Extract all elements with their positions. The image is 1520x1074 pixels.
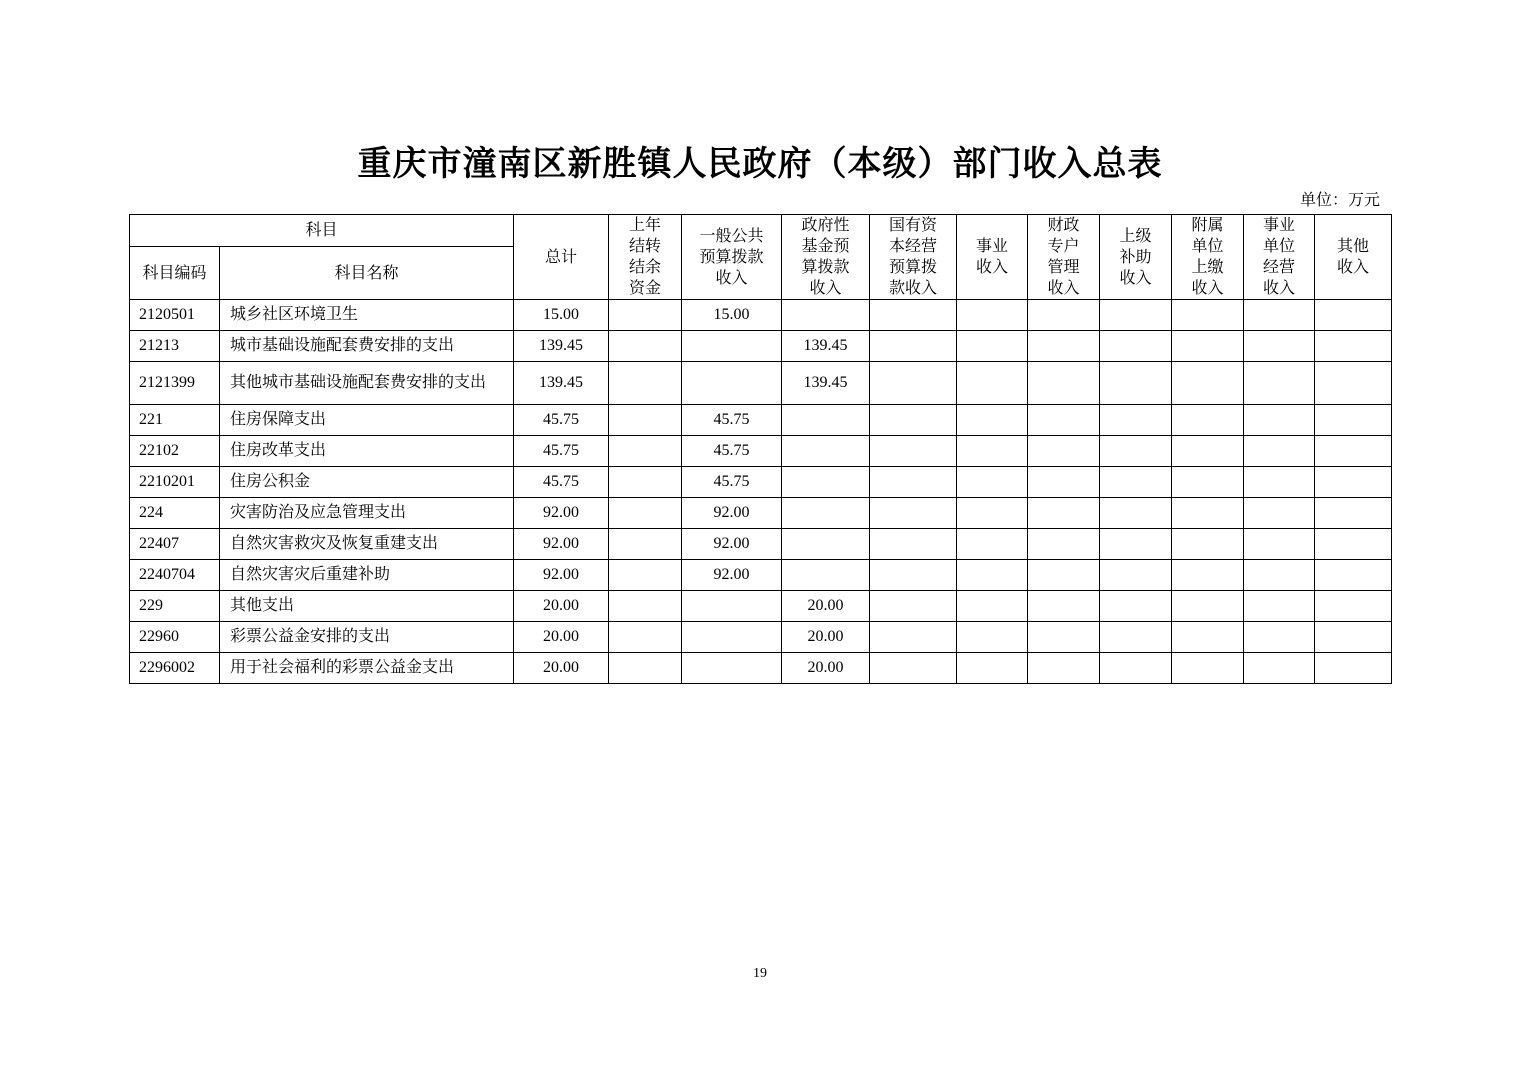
cell-other-income [1315,653,1392,684]
cell-general-public-budget [682,622,782,653]
cell-superior-subsidy [1100,467,1172,498]
header-general-public-budget-text: 一般公共 预算拨款 收入 [699,227,764,287]
table-row [130,529,1392,560]
table-row [130,405,1392,436]
header-gov-fund-budget [782,215,870,300]
cell-state-capital-budget [870,300,957,331]
cell-prev-year-balance [609,622,682,653]
cell-gov-fund-budget [782,405,870,436]
cell-subject-name: 住房改革支出 [220,436,514,467]
cell-superior-subsidy [1100,622,1172,653]
table-row [130,498,1392,529]
header-row [130,215,1392,247]
cell-affiliated-unit-payment [1172,591,1244,622]
cell-superior-subsidy [1100,362,1172,405]
cell-affiliated-unit-payment [1172,653,1244,684]
cell-business-unit-operating [1244,622,1315,653]
cell-gov-fund-budget [782,436,870,467]
cell-subject-name: 彩票公益金安排的支出 [220,622,514,653]
cell-total: 20.00 [514,591,609,622]
cell-other-income [1315,529,1392,560]
cell-affiliated-unit-payment [1172,560,1244,591]
cell-state-capital-budget [870,436,957,467]
cell-prev-year-balance [609,498,682,529]
cell-subject-name: 其他城市基础设施配套费安排的支出 [220,362,514,405]
cell-business-unit-operating [1244,529,1315,560]
cell-business-unit-operating [1244,300,1315,331]
cell-state-capital-budget [870,467,957,498]
cell-fiscal-special-account [1028,300,1100,331]
cell-other-income [1315,498,1392,529]
cell-total: 139.45 [514,331,609,362]
cell-business-unit-operating [1244,331,1315,362]
header-fiscal-special-account-text: 财政 专户 管理 收入 [1047,217,1080,297]
cell-fiscal-special-account [1028,591,1100,622]
cell-state-capital-budget [870,560,957,591]
cell-business-income [957,529,1028,560]
cell-affiliated-unit-payment [1172,622,1244,653]
cell-state-capital-budget [870,591,957,622]
cell-business-income [957,467,1028,498]
cell-total: 20.00 [514,653,609,684]
cell-superior-subsidy [1100,653,1172,684]
cell-general-public-budget [682,362,782,405]
cell-gov-fund-budget: 20.00 [782,653,870,684]
header-business-unit-operating [1244,215,1315,300]
cell-affiliated-unit-payment [1172,529,1244,560]
cell-subject-code: 22102 [130,436,220,467]
cell-subject-code: 2121399 [130,362,220,405]
cell-general-public-budget: 45.75 [682,436,782,467]
cell-fiscal-special-account [1028,498,1100,529]
cell-gov-fund-budget [782,560,870,591]
table-row [130,591,1392,622]
cell-prev-year-balance [609,467,682,498]
header-superior-subsidy [1100,215,1172,300]
cell-prev-year-balance [609,529,682,560]
cell-business-unit-operating [1244,405,1315,436]
cell-subject-code: 2210201 [130,467,220,498]
cell-superior-subsidy [1100,405,1172,436]
cell-general-public-budget: 45.75 [682,405,782,436]
cell-subject-code: 2296002 [130,653,220,684]
cell-other-income [1315,436,1392,467]
cell-subject-name: 住房保障支出 [220,405,514,436]
cell-state-capital-budget [870,362,957,405]
table-row [130,622,1392,653]
cell-total: 20.00 [514,622,609,653]
cell-state-capital-budget [870,498,957,529]
cell-prev-year-balance [609,653,682,684]
header-business-unit-operating-text: 事业 单位 经营 收入 [1263,217,1296,297]
cell-gov-fund-budget [782,529,870,560]
cell-fiscal-special-account [1028,653,1100,684]
cell-superior-subsidy [1100,529,1172,560]
cell-affiliated-unit-payment [1172,331,1244,362]
cell-affiliated-unit-payment [1172,498,1244,529]
cell-business-income [957,498,1028,529]
cell-subject-code: 2120501 [130,300,220,331]
income-summary-table [129,214,1392,684]
cell-total: 92.00 [514,560,609,591]
cell-superior-subsidy [1100,436,1172,467]
cell-subject-code: 229 [130,591,220,622]
cell-prev-year-balance [609,560,682,591]
cell-state-capital-budget [870,622,957,653]
header-subject-group: 科目 [130,215,514,247]
cell-subject-name: 城乡社区环境卫生 [220,300,514,331]
cell-subject-name: 城市基础设施配套费安排的支出 [220,331,514,362]
cell-total: 45.75 [514,467,609,498]
cell-general-public-budget: 92.00 [682,529,782,560]
cell-fiscal-special-account [1028,331,1100,362]
cell-business-income [957,622,1028,653]
header-subject-code: 科目编码 [130,247,220,300]
header-gov-fund-budget-text: 政府性 基金预 算拨款 收入 [801,217,850,297]
cell-state-capital-budget [870,331,957,362]
cell-affiliated-unit-payment [1172,436,1244,467]
header-affiliated-unit-payment [1172,215,1244,300]
cell-subject-name: 住房公积金 [220,467,514,498]
cell-other-income [1315,560,1392,591]
cell-gov-fund-budget: 139.45 [782,362,870,405]
table-row [130,436,1392,467]
cell-other-income [1315,300,1392,331]
cell-business-income [957,436,1028,467]
table-row [130,331,1392,362]
cell-state-capital-budget [870,529,957,560]
cell-superior-subsidy [1100,591,1172,622]
cell-gov-fund-budget [782,498,870,529]
header-general-public-budget [682,215,782,300]
cell-other-income [1315,331,1392,362]
cell-total: 92.00 [514,529,609,560]
cell-subject-code: 224 [130,498,220,529]
header-other-income [1315,215,1392,300]
cell-subject-name: 灾害防治及应急管理支出 [220,498,514,529]
cell-fiscal-special-account [1028,405,1100,436]
cell-superior-subsidy [1100,300,1172,331]
cell-general-public-budget: 92.00 [682,560,782,591]
cell-gov-fund-budget: 139.45 [782,331,870,362]
cell-other-income [1315,405,1392,436]
cell-business-income [957,591,1028,622]
cell-business-unit-operating [1244,653,1315,684]
cell-business-unit-operating [1244,591,1315,622]
cell-total: 92.00 [514,498,609,529]
cell-prev-year-balance [609,591,682,622]
cell-other-income [1315,467,1392,498]
cell-business-unit-operating [1244,498,1315,529]
cell-total: 45.75 [514,405,609,436]
table-row [130,653,1392,684]
page-title: 重庆市潼南区新胜镇人民政府（本级）部门收入总表 [357,144,1163,184]
cell-affiliated-unit-payment [1172,362,1244,405]
cell-business-income [957,653,1028,684]
header-state-capital-budget [870,215,957,300]
cell-prev-year-balance [609,405,682,436]
cell-fiscal-special-account [1028,560,1100,591]
cell-subject-code: 21213 [130,331,220,362]
cell-business-unit-operating [1244,436,1315,467]
cell-superior-subsidy [1100,331,1172,362]
header-superior-subsidy-text: 上级 补助 收入 [1119,227,1152,287]
cell-other-income [1315,591,1392,622]
unit-label: 单位：万元 [1299,190,1380,209]
table-row [130,467,1392,498]
cell-business-unit-operating [1244,560,1315,591]
cell-general-public-budget: 15.00 [682,300,782,331]
cell-general-public-budget: 45.75 [682,467,782,498]
header-prev-year-balance [609,215,682,300]
cell-other-income [1315,622,1392,653]
cell-affiliated-unit-payment [1172,467,1244,498]
header-affiliated-unit-payment-text: 附属 单位 上缴 收入 [1191,217,1224,297]
cell-fiscal-special-account [1028,467,1100,498]
table-row [130,560,1392,591]
cell-superior-subsidy [1100,560,1172,591]
cell-business-income [957,362,1028,405]
cell-general-public-budget [682,331,782,362]
cell-gov-fund-budget: 20.00 [782,622,870,653]
cell-subject-code: 22960 [130,622,220,653]
cell-subject-code: 221 [130,405,220,436]
cell-subject-name: 自然灾害救灾及恢复重建支出 [220,529,514,560]
cell-affiliated-unit-payment [1172,300,1244,331]
cell-gov-fund-budget: 20.00 [782,591,870,622]
cell-general-public-budget: 92.00 [682,498,782,529]
header-other-income-text: 其他 收入 [1337,238,1370,276]
header-state-capital-budget-text: 国有资 本经营 预算拨 款收入 [889,217,938,297]
cell-fiscal-special-account [1028,436,1100,467]
header-subject-name: 科目名称 [220,247,514,300]
cell-subject-name: 自然灾害灾后重建补助 [220,560,514,591]
cell-subject-name: 其他支出 [220,591,514,622]
header-business-income [957,215,1028,300]
cell-total: 45.75 [514,436,609,467]
cell-general-public-budget [682,591,782,622]
cell-subject-name: 用于社会福利的彩票公益金支出 [220,653,514,684]
cell-subject-code: 22407 [130,529,220,560]
cell-general-public-budget [682,653,782,684]
page-number: 19 [753,966,767,981]
cell-other-income [1315,362,1392,405]
cell-fiscal-special-account [1028,362,1100,405]
table-row [130,362,1392,405]
header-business-income-text: 事业 收入 [976,238,1009,276]
cell-prev-year-balance [609,300,682,331]
cell-total: 139.45 [514,362,609,405]
cell-prev-year-balance [609,331,682,362]
cell-state-capital-budget [870,405,957,436]
cell-business-income [957,331,1028,362]
cell-prev-year-balance [609,436,682,467]
cell-business-unit-operating [1244,362,1315,405]
cell-business-unit-operating [1244,467,1315,498]
cell-state-capital-budget [870,653,957,684]
cell-total: 15.00 [514,300,609,331]
header-prev-year-balance-text: 上年 结转 结余 资金 [629,217,662,297]
cell-prev-year-balance [609,362,682,405]
cell-business-income [957,300,1028,331]
cell-fiscal-special-account [1028,529,1100,560]
cell-gov-fund-budget [782,300,870,331]
cell-gov-fund-budget [782,467,870,498]
cell-business-income [957,560,1028,591]
cell-affiliated-unit-payment [1172,405,1244,436]
cell-fiscal-special-account [1028,622,1100,653]
cell-superior-subsidy [1100,498,1172,529]
header-fiscal-special-account [1028,215,1100,300]
table-row [130,300,1392,331]
cell-subject-code: 2240704 [130,560,220,591]
cell-business-income [957,405,1028,436]
header-total: 总计 [514,215,609,300]
